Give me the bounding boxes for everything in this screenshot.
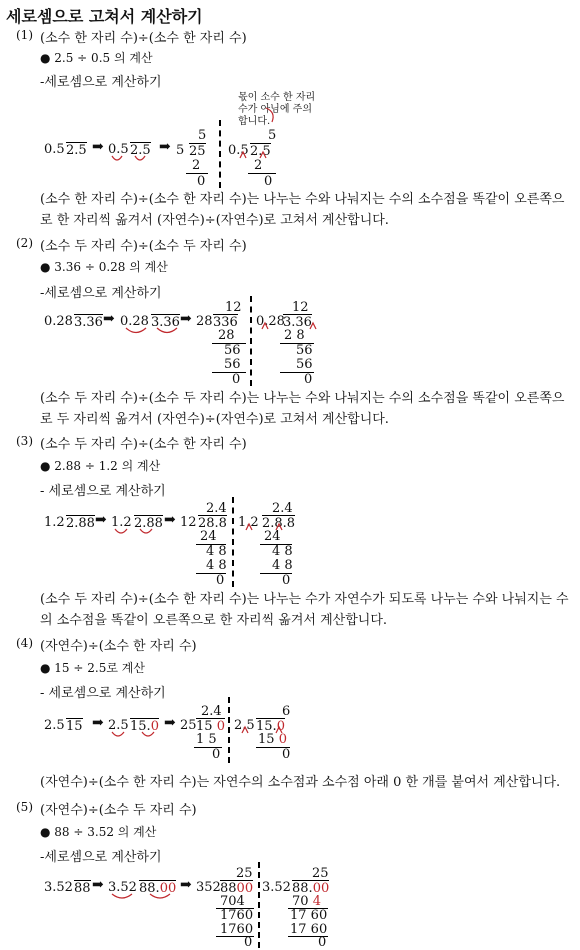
subtotal: 56 xyxy=(224,343,241,358)
divisor: 0.5 xyxy=(228,143,249,158)
dividend: 2.5 xyxy=(130,143,151,158)
dividend: 2.8.8 xyxy=(262,516,296,531)
product: 17 60 xyxy=(290,922,328,937)
dividend: 2.88 xyxy=(66,516,95,531)
divider-dashed xyxy=(219,120,221,188)
added-zeros: 00 xyxy=(312,881,330,896)
added-zero: 0 xyxy=(278,732,287,747)
remainder: 0 xyxy=(282,573,291,588)
product: 24 xyxy=(200,529,217,544)
divisor: 0.5 xyxy=(108,142,129,157)
quotient: 2.4 xyxy=(206,501,227,516)
thick-right-arrow-icon: ➡ xyxy=(92,877,104,893)
divisor: 0.28 xyxy=(256,314,285,329)
product xyxy=(258,732,287,747)
divisor: 12 xyxy=(180,515,197,530)
thick-right-arrow-icon: ➡ xyxy=(180,877,192,893)
section-number: (3) xyxy=(16,434,33,448)
section-heading: (소수 두 자리 수)÷(소수 한 자리 수) xyxy=(40,437,247,452)
divisor: 2.5 xyxy=(234,718,255,733)
remainder: 0 xyxy=(197,174,206,189)
quotient: 12 xyxy=(225,300,242,315)
dividend-whole: 88. xyxy=(139,881,160,896)
thick-right-arrow-icon: ➡ xyxy=(103,311,115,327)
dividend: 2.5 xyxy=(250,144,271,159)
quotient: 6 xyxy=(282,704,291,719)
dividend-whole: 88. xyxy=(292,881,313,896)
dividend-whole: 15. xyxy=(256,719,277,734)
dividend: 3.36 xyxy=(283,315,312,330)
example-line: ● 3.36 ÷ 0.28 의 계산 xyxy=(40,260,168,274)
method-line: -세로셈으로 계산하기 xyxy=(40,75,162,90)
example-line: ● 88 ÷ 3.52 의 계산 xyxy=(40,825,157,839)
method-line: -세로셈으로 계산하기 xyxy=(40,286,162,301)
section-heading: (자연수)÷(소수 두 자리 수) xyxy=(40,803,197,818)
example-line: ● 2.88 ÷ 1.2 의 계산 xyxy=(40,459,161,473)
explanation: (자연수)÷(소수 한 자리 수)는 자연수의 소수점과 소수점 아래 0 한 개를 붙여서 계산합니다. xyxy=(40,775,561,790)
product-whole: 70 xyxy=(292,894,309,909)
dividend: 3.36 xyxy=(151,315,180,330)
remainder: 0 xyxy=(264,174,273,189)
added-zeros: 00 xyxy=(159,881,177,896)
divisor: 28 xyxy=(196,314,213,329)
explanation: (소수 두 자리 수)÷(소수 한 자리 수)는 나누는 수가 자연수가 되도록 나누는 수와 나눠지는 수의 소수점을 똑같이 오른쪽으로 한 자리씩 옮겨서 계산합니다. xyxy=(40,592,569,628)
product-whole: 15 xyxy=(258,732,275,747)
quotient: 2.4 xyxy=(272,501,293,516)
remainder: 0 xyxy=(212,747,221,762)
product: 28 xyxy=(218,328,235,343)
section-heading: (자연수)÷(소수 한 자리 수) xyxy=(40,639,197,654)
quotient: 12 xyxy=(292,300,309,315)
remainder: 0 xyxy=(232,372,241,387)
dividend-whole: 15. xyxy=(130,719,151,734)
remainder: 0 xyxy=(216,573,225,588)
subtotal: 17 60 xyxy=(290,908,328,923)
section-number: (5) xyxy=(16,800,33,814)
underline xyxy=(212,372,246,373)
thick-right-arrow-icon: ➡ xyxy=(180,311,192,327)
product: 2 xyxy=(192,158,201,173)
divider-dashed xyxy=(232,497,234,587)
section-heading: (소수 한 자리 수)÷(소수 한 자리 수) xyxy=(40,31,247,46)
divisor: 0.28 xyxy=(44,314,73,329)
dividend: 88 xyxy=(74,881,91,896)
product xyxy=(292,894,321,909)
divisor: 2.5 xyxy=(44,718,65,733)
quotient: 2.4 xyxy=(201,704,222,719)
dividend: 2.88 xyxy=(134,516,163,531)
product: 56 xyxy=(296,357,313,372)
divider-dashed xyxy=(258,862,260,948)
dividend: 2.5 xyxy=(66,143,87,158)
thick-right-arrow-icon: ➡ xyxy=(92,715,104,731)
divisor: 1.2 xyxy=(44,515,65,530)
example-line: ● 2.5 ÷ 0.5 의 계산 xyxy=(40,51,153,65)
divisor: 2.5 xyxy=(108,718,129,733)
thick-right-arrow-icon: ➡ xyxy=(95,512,107,528)
thick-right-arrow-icon: ➡ xyxy=(92,139,104,155)
section-number: (4) xyxy=(16,636,33,650)
dividend: 25 xyxy=(189,144,206,159)
added-zero: 0 xyxy=(150,719,159,734)
divisor: 0.5 xyxy=(44,142,65,157)
subtotal: 4 8 xyxy=(272,544,293,559)
product: 24 xyxy=(264,529,281,544)
thick-right-arrow-icon: ➡ xyxy=(164,512,176,528)
dividend xyxy=(139,880,176,896)
method-line: - 세로셈으로 계산하기 xyxy=(40,686,166,701)
quotient: 5 xyxy=(198,128,207,143)
quotient: 5 xyxy=(268,128,277,143)
divisor: 3.52 xyxy=(44,880,73,895)
quotient: 25 xyxy=(236,866,253,881)
dividend-whole: 88 xyxy=(220,881,237,896)
section-number: (1) xyxy=(16,28,33,42)
added-zero: 0 xyxy=(216,719,225,734)
explanation: (소수 두 자리 수)÷(소수 두 자리 수)는 나누는 수와 나눠지는 수의 소수점을 똑같이 오른쪽으로 두 자리씩 옮겨서 (자연수)÷(자연수)로 고쳐서 계산합니다. xyxy=(40,391,565,427)
subtotal: 56 xyxy=(296,343,313,358)
dividend: 336 xyxy=(213,315,238,330)
method-line: -세로셈으로 계산하기 xyxy=(40,850,162,865)
dividend: 15 xyxy=(66,719,83,734)
quotient-note: 몫이 소수 한 자리 수가 아님에 주의합니다. xyxy=(238,92,316,127)
quotient: 25 xyxy=(312,866,329,881)
dividend: 28.8 xyxy=(198,516,227,531)
example-line: ● 15 ÷ 2.5로 계산 xyxy=(40,661,145,675)
remainder: 0 xyxy=(244,935,253,950)
product: 2 8 xyxy=(284,328,305,343)
remainder: 0 xyxy=(304,372,313,387)
added-zero: 0 xyxy=(276,719,285,734)
remainder: 0 xyxy=(282,747,291,762)
section-number: (2) xyxy=(16,236,33,250)
method-line: - 세로셈으로 계산하기 xyxy=(40,484,166,499)
product: 4 8 xyxy=(206,558,227,573)
divisor: 25 xyxy=(180,718,197,733)
divisor: 352 xyxy=(196,880,221,895)
subtotal: 1760 xyxy=(220,908,254,923)
remainder: 0 xyxy=(318,935,327,950)
product: 1 5 xyxy=(196,732,217,747)
dividend xyxy=(130,718,159,734)
product: 2 xyxy=(254,158,263,173)
divisor: 1.2 xyxy=(238,515,259,530)
product: 4 8 xyxy=(272,558,293,573)
thick-right-arrow-icon: ➡ xyxy=(164,715,176,731)
divider-dashed xyxy=(250,296,252,386)
product: 704 xyxy=(220,894,245,909)
added-zeros: 00 xyxy=(236,881,254,896)
product-digit: 4 xyxy=(312,894,321,909)
thick-right-arrow-icon: ➡ xyxy=(159,139,171,155)
product: 56 xyxy=(224,357,241,372)
divisor: 3.52 xyxy=(108,880,137,895)
divisor: 1.2 xyxy=(111,515,132,530)
section-heading: (소수 두 자리 수)÷(소수 두 자리 수) xyxy=(40,239,247,254)
dividend-whole: 15 xyxy=(196,719,213,734)
page-title: 세로셈으로 고쳐서 계산하기 xyxy=(6,7,203,26)
divisor: 5 xyxy=(176,143,185,158)
explanation: (소수 한 자리 수)÷(소수 한 자리 수)는 나누는 수와 나눠지는 수의 소수점을 똑같이 오른쪽으로 한 자리씩 옮겨서 (자연수)÷(자연수)로 고쳐서 계산합니다. xyxy=(40,192,565,228)
dividend: 3.36 xyxy=(74,315,103,330)
divider-dashed xyxy=(228,697,230,763)
divisor: 3.52 xyxy=(262,880,291,895)
divisor: 0.28 xyxy=(120,314,149,329)
product: 1760 xyxy=(220,922,254,937)
subtotal: 4 8 xyxy=(206,544,227,559)
